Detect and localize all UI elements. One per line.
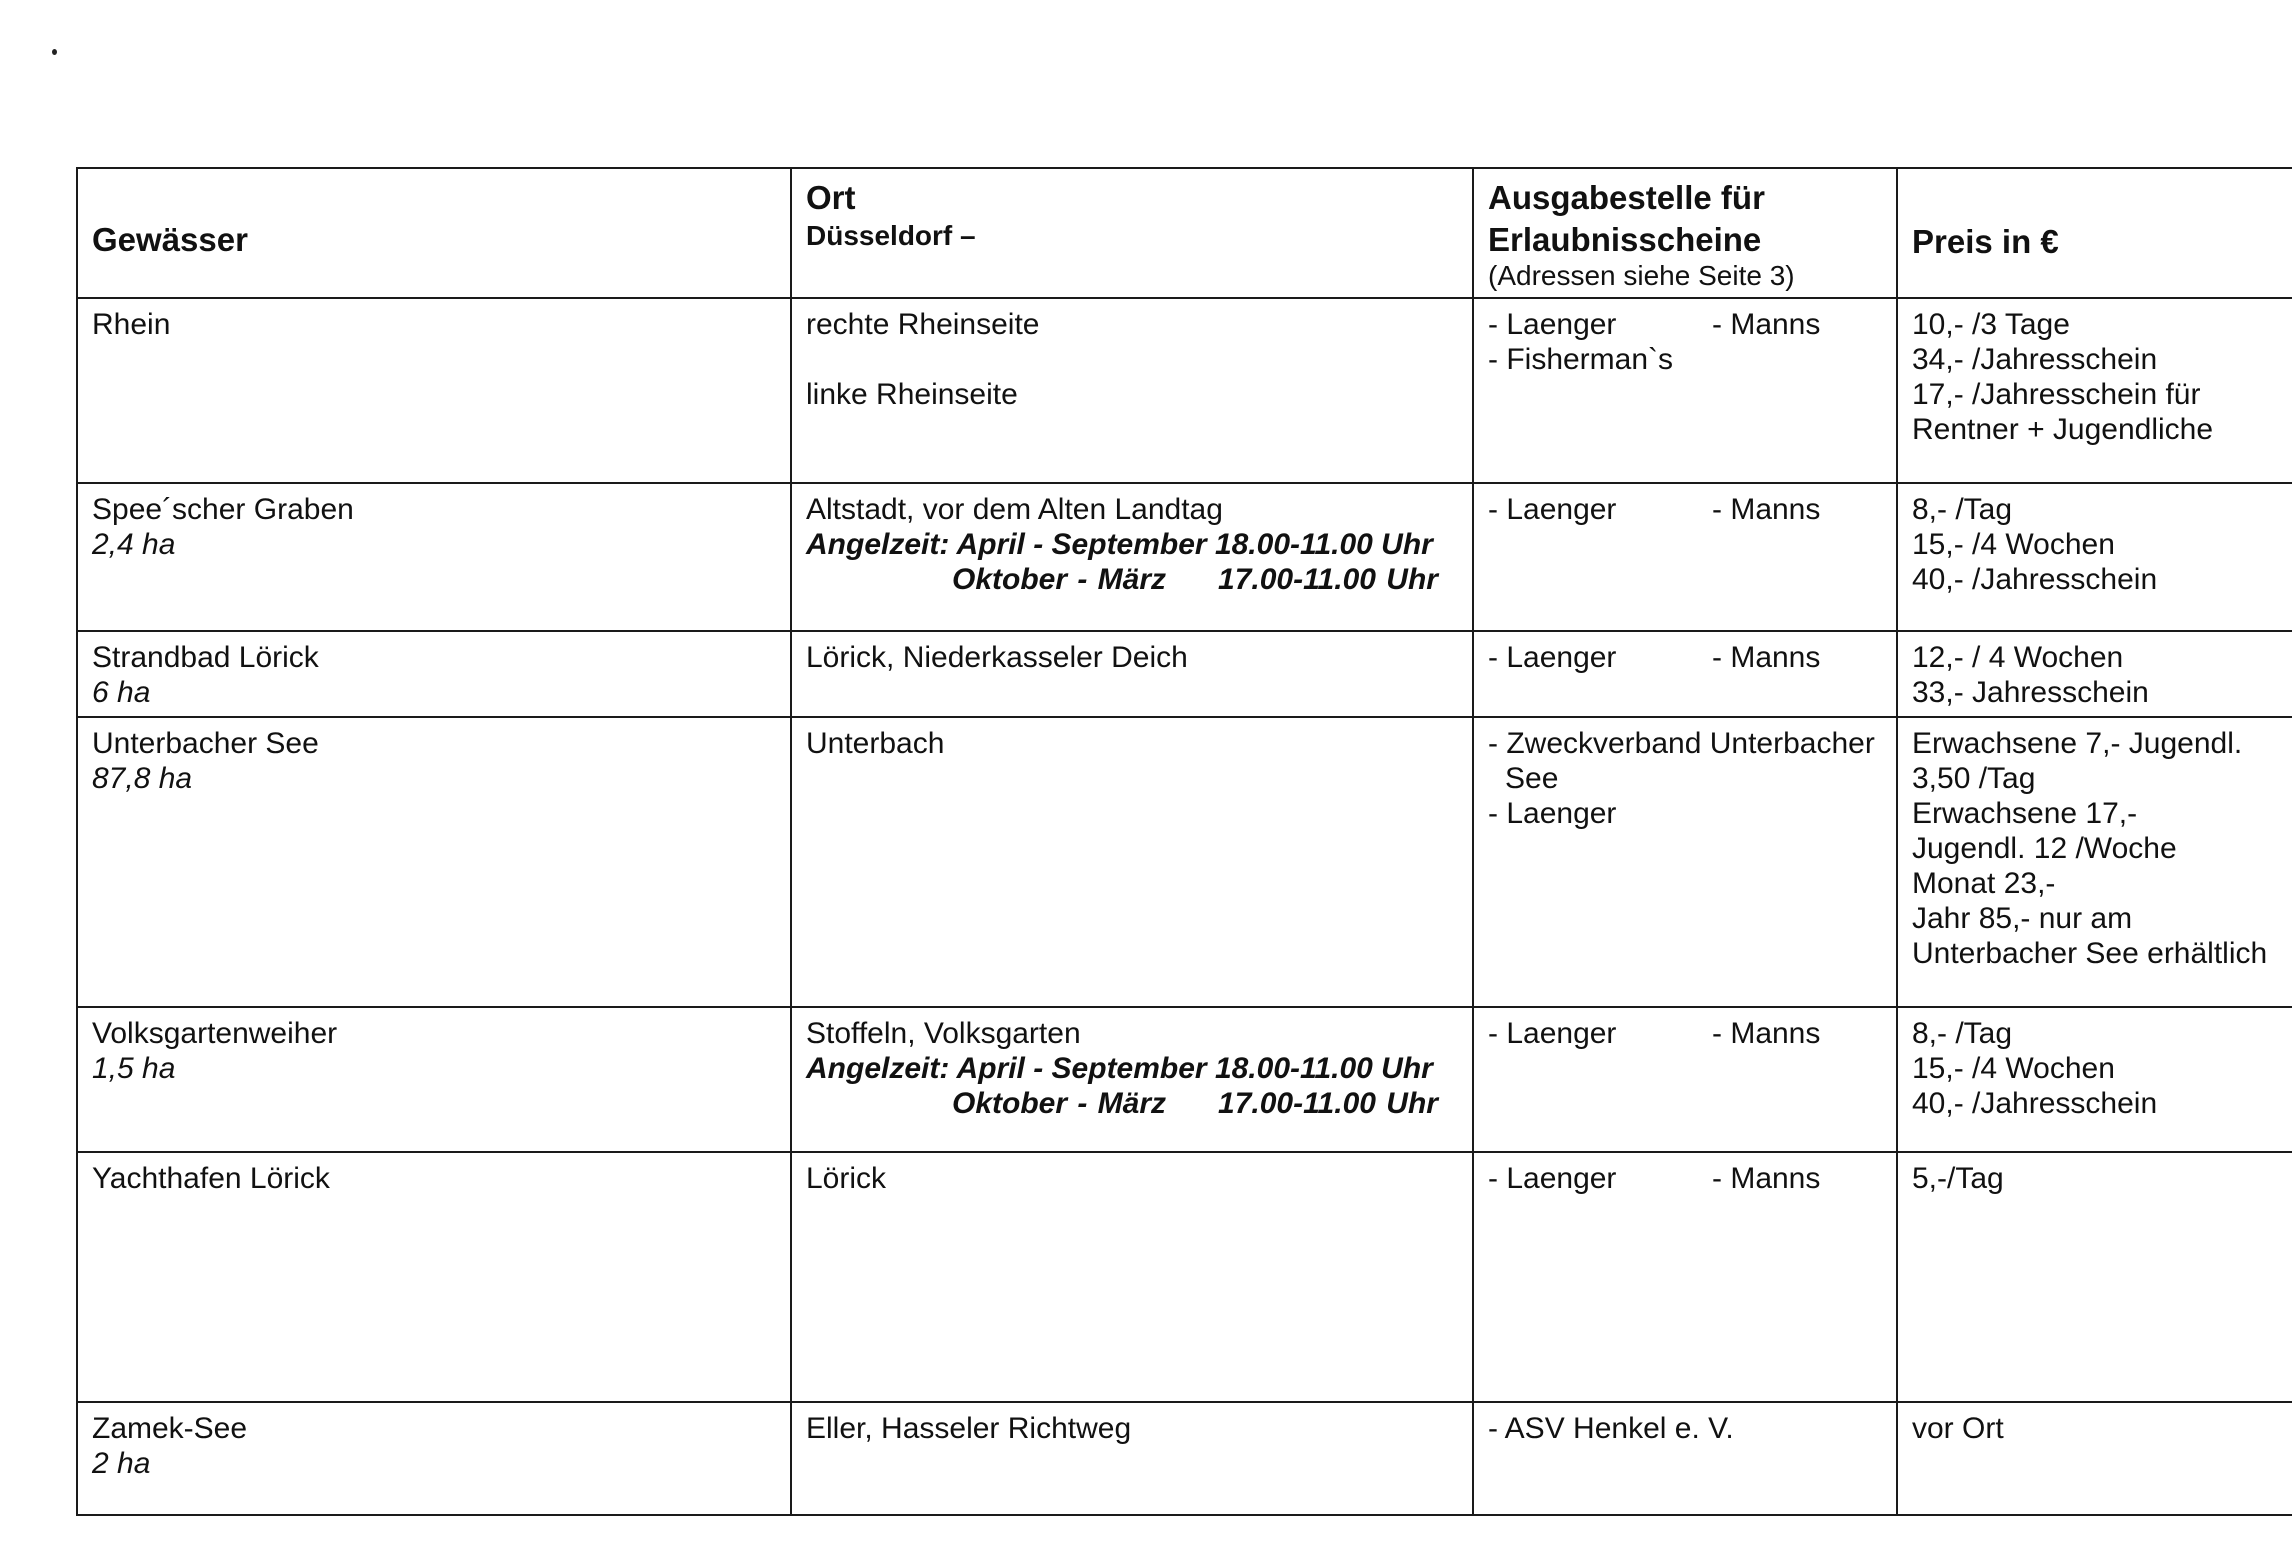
issuer: - Zweckverband Unterbacher [1488,727,1875,760]
issuer: - Laenger [1488,308,1617,341]
water-name: Zamek-See [92,1412,248,1445]
cell-ort [791,631,1473,717]
ort-line: Lörick [806,1162,887,1195]
cell-ort [791,1007,1473,1152]
cell-preis [1897,298,2292,483]
cell-ort [791,717,1473,1007]
ort-line: linke Rheinseite [806,378,1018,411]
header-ausgabestelle [1473,168,1897,298]
price-line: Erwachsene 17,- [1912,797,2138,830]
angelzeit-line: Angelzeit: April - September 18.00-11.00 Uhr [806,1052,1433,1085]
price-line: Rentner + Jugendliche [1912,413,2214,446]
issuer: See [1505,762,1559,795]
cell-preis [1897,1007,2292,1152]
header-row [77,168,2292,298]
cell-ausgabestelle [1473,1402,1897,1515]
price-line: 40,- /Jahresschein [1912,563,2158,596]
price-line: 15,- /4 Wochen [1912,1052,2115,1085]
price-line: 33,- Jahresschein [1912,676,2149,709]
price-line: 10,- /3 Tage [1912,308,2070,341]
header-ausgabe-line2: Erlaubnisscheine [1488,221,1762,258]
price-line: Unterbacher See erhältlich [1912,937,2268,970]
issuer: - Laenger [1488,797,1617,830]
cell-gewaesser [77,483,791,631]
price-line: 17,- /Jahresschein für [1912,378,2201,411]
cell-gewaesser [77,717,791,1007]
header-gewaesser [77,168,791,298]
cell-gewaesser [77,298,791,483]
header-ort-sub: Düsseldorf – [806,220,976,251]
issuer: - Manns [1712,641,1821,674]
water-area: 6 ha [92,676,151,709]
cell-ort [791,1152,1473,1402]
table-row [77,483,2292,631]
table-row [77,1402,2292,1515]
cell-ausgabestelle [1473,1152,1897,1402]
cell-preis [1897,1402,2292,1515]
cell-preis [1897,1152,2292,1402]
ort-line: rechte Rheinseite [806,308,1040,341]
angelzeit-time: 17.00-11.00 Uhr [1218,563,1438,596]
cell-ort [791,298,1473,483]
cell-preis [1897,483,2292,631]
header-ort [791,168,1473,298]
angelzeit-line [806,562,1460,597]
price-line: 5,-/Tag [1912,1162,2004,1195]
angelzeit-line: Angelzeit: April - September 18.00-11.00 Uhr [806,528,1433,561]
header-ausgabe-line1: Ausgabestelle für [1488,179,1765,216]
ort-line: Unterbach [806,727,945,760]
water-name: Yachthafen Lörick [92,1162,330,1195]
cell-gewaesser [77,631,791,717]
angelzeit-months: Oktober - März [952,563,1167,596]
scan-speck [52,49,57,55]
issuer: - Manns [1712,1017,1821,1050]
price-line: 40,- /Jahresschein [1912,1087,2158,1120]
cell-gewaesser [77,1152,791,1402]
cell-ausgabestelle [1473,631,1897,717]
angelzeit-months: Oktober - März [952,1087,1167,1120]
issuer: - Manns [1712,1162,1821,1195]
price-line: vor Ort [1912,1412,2004,1445]
cell-preis [1897,717,2292,1007]
price-line: Jahr 85,- nur am [1912,902,2133,935]
cell-gewaesser [77,1402,791,1515]
ort-line: Stoffeln, Volksgarten [806,1017,1081,1050]
table-row [77,631,2292,717]
issuer: - Fisherman`s [1488,343,1674,376]
header-ort-label: Ort [806,179,856,216]
price-line: Erwachsene 7,- Jugendl. [1912,727,2243,760]
table-row [77,1152,2292,1402]
water-name: Unterbacher See [92,727,319,760]
issuer: - Manns [1712,493,1821,526]
issuer: - Laenger [1488,1162,1617,1195]
issuer: - Laenger [1488,1017,1617,1050]
water-name: Spee´scher Graben [92,493,354,526]
water-area: 2,4 ha [92,528,176,561]
angelzeit-line [806,1086,1460,1121]
table-row [77,298,2292,483]
water-name: Strandbad Lörick [92,641,319,674]
cell-preis [1897,631,2292,717]
ort-line: Altstadt, vor dem Alten Landtag [806,493,1223,526]
issuer: - Manns [1712,308,1821,341]
price-line: 12,- / 4 Wochen [1912,641,2124,674]
price-line: 8,- /Tag [1912,493,2013,526]
price-line: 34,- /Jahresschein [1912,343,2158,376]
header-preis-label: Preis in € [1912,223,2059,260]
cell-ausgabestelle [1473,298,1897,483]
issuer: - Laenger [1488,641,1617,674]
ort-line: Lörick, Niederkasseler Deich [806,641,1188,674]
header-ausgabe-note: (Adressen siehe Seite 3) [1488,260,1795,291]
issuer: - ASV Henkel e. V. [1488,1412,1734,1445]
issuer: - Laenger [1488,493,1617,526]
cell-ausgabestelle [1473,1007,1897,1152]
fishing-waters-table [76,167,2292,1516]
water-name: Rhein [92,308,171,341]
cell-ausgabestelle [1473,483,1897,631]
table-row [77,1007,2292,1152]
cell-gewaesser [77,1007,791,1152]
water-area: 2 ha [92,1447,151,1480]
price-line: 8,- /Tag [1912,1017,2013,1050]
water-name: Volksgartenweiher [92,1017,338,1050]
price-line: Monat 23,- [1912,867,2056,900]
header-preis [1897,168,2292,298]
cell-ort [791,1402,1473,1515]
water-area: 1,5 ha [92,1052,176,1085]
cell-ausgabestelle [1473,717,1897,1007]
ort-line: Eller, Hasseler Richtweg [806,1412,1132,1445]
price-line: Jugendl. 12 /Woche [1912,832,2177,865]
cell-ort [791,483,1473,631]
angelzeit-time: 17.00-11.00 Uhr [1218,1087,1438,1120]
water-area: 87,8 ha [92,762,193,795]
header-gewaesser-label: Gewässer [92,221,248,258]
price-line: 15,- /4 Wochen [1912,528,2115,561]
table-row [77,717,2292,1007]
price-line: 3,50 /Tag [1912,762,2036,795]
